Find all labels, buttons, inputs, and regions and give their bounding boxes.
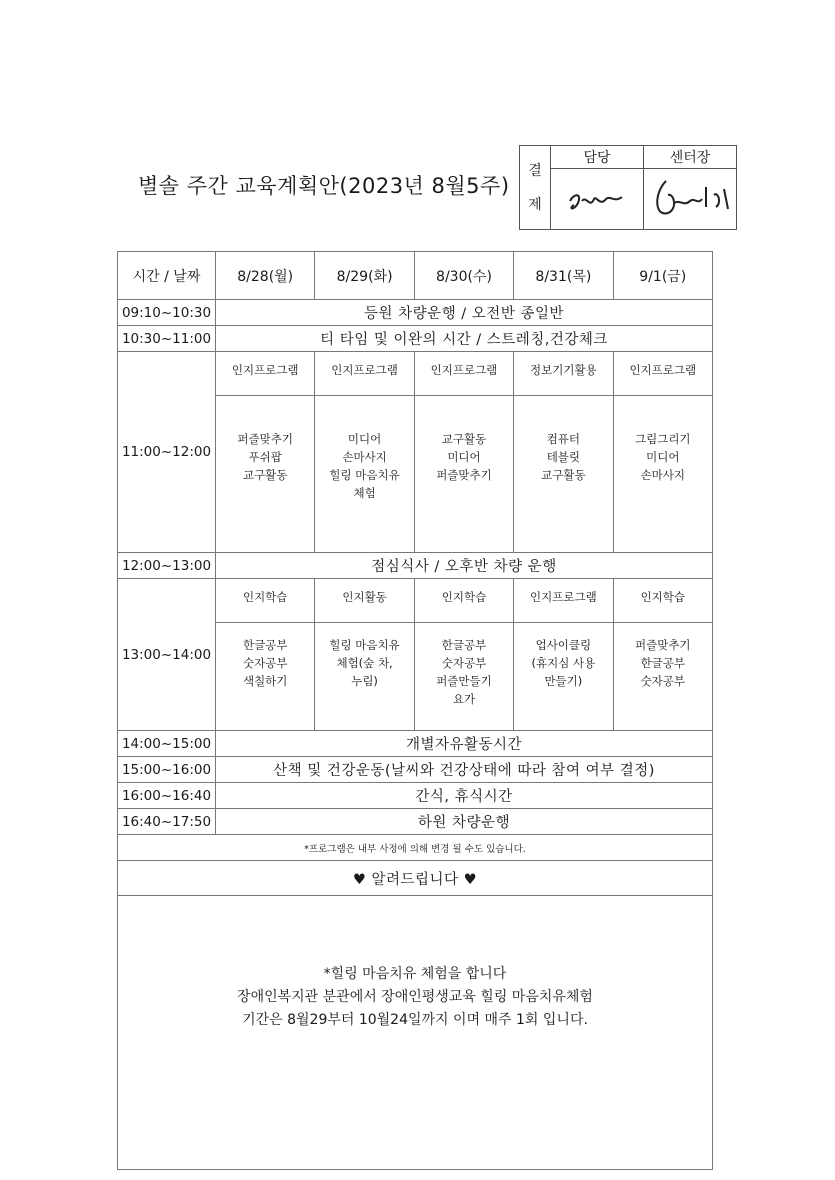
activity-merged: 등원 차량운행 / 오전반 종일반 (216, 300, 713, 326)
activities-cell: 퍼즐맞추기 푸쉬팝 교구활동 (216, 396, 315, 553)
activities-cell: 업사이클링 (휴지심 사용 만들기) (514, 623, 613, 731)
activity-merged: 간식, 휴식시간 (216, 783, 713, 809)
day-header: 8/30(수) (414, 252, 513, 300)
schedule-row (118, 326, 713, 352)
time-cell: 10:30~11:00 (118, 326, 216, 352)
category-cell: 인지프로그램 (216, 352, 315, 396)
header-row (118, 252, 713, 300)
time-cell: 14:00~15:00 (118, 731, 216, 757)
activities-cell: 컴퓨터 테블릿 교구활동 (514, 396, 613, 553)
time-cell: 15:00~16:00 (118, 757, 216, 783)
notice-body (118, 896, 713, 1170)
activities-cell: 한글공부 숫자공부 퍼즐만들기 요가 (414, 623, 513, 731)
activity-merged: 개별자유활동시간 (216, 731, 713, 757)
manager-signature (551, 169, 644, 230)
activities-cell: 한글공부 숫자공부 색칠하기 (216, 623, 315, 731)
day-header: 8/28(월) (216, 252, 315, 300)
category-cell: 인지활동 (315, 579, 414, 623)
schedule-row (118, 809, 713, 835)
program-change-note: *프로그램은 내부 사정에 의해 변경 될 수도 있습니다. (118, 835, 713, 861)
activities-cell: 퍼즐맞추기 한글공부 숫자공부 (613, 623, 712, 731)
category-cell: 인지학습 (414, 579, 513, 623)
approval-col-manager: 담당 (551, 146, 644, 169)
activities-cell: 힐링 마음치유 체험(숲 차, 누림) (315, 623, 414, 731)
approval-box (519, 145, 737, 230)
category-cell: 인지프로그램 (315, 352, 414, 396)
time-cell: 13:00~14:00 (118, 579, 216, 731)
activities-cell: 교구활동 미디어 퍼즐맞추기 (414, 396, 513, 553)
category-cell: 인지학습 (613, 579, 712, 623)
activity-merged: 하원 차량운행 (216, 809, 713, 835)
day-header: 8/31(목) (514, 252, 613, 300)
time-cell: 16:40~17:50 (118, 809, 216, 835)
schedule-row (118, 783, 713, 809)
program-note-row (118, 835, 713, 861)
activities-cell: 미디어 손마사지 힐링 마음치유 체험 (315, 396, 414, 553)
notice-line: 기간은 8월29부터 10월24일까지 이며 매주 1회 입니다. (242, 1012, 588, 1028)
notice-line: *힐링 마음치유 체험을 합니다 (323, 966, 507, 982)
weekly-plan-table (117, 251, 713, 1170)
category-cell: 정보기기활용 (514, 352, 613, 396)
schedule-row (118, 731, 713, 757)
category-cell: 인지프로그램 (613, 352, 712, 396)
category-cell: 인지프로그램 (414, 352, 513, 396)
page-title: 별솔 주간 교육계획안(2023년 8월5주) (138, 174, 510, 198)
category-row (118, 579, 713, 623)
schedule-row (118, 757, 713, 783)
approval-col-director: 센터장 (644, 146, 737, 169)
time-cell: 11:00~12:00 (118, 352, 216, 553)
notice-title: ♥ 알려드립니다 ♥ (118, 861, 713, 896)
schedule-row (118, 300, 713, 326)
activities-cell: 그림그리기 미디어 손마사지 (613, 396, 712, 553)
notice-line: 장애인복지관 분관에서 장애인평생교육 힐링 마음치유체험 (237, 989, 593, 1005)
category-cell: 인지학습 (216, 579, 315, 623)
category-cell: 인지프로그램 (514, 579, 613, 623)
time-cell: 16:00~16:40 (118, 783, 216, 809)
approval-side-label: 결 제 (520, 146, 551, 230)
notice-header-row (118, 861, 713, 896)
activity-merged: 점심식사 / 오후반 차량 운행 (216, 553, 713, 579)
activity-merged: 산책 및 건강운동(날씨와 건강상태에 따라 참여 여부 결정) (216, 757, 713, 783)
activity-merged: 티 타임 및 이완의 시간 / 스트레칭,건강체크 (216, 326, 713, 352)
director-signature (644, 169, 737, 230)
time-date-header: 시간 / 날짜 (118, 252, 216, 300)
time-cell: 09:10~10:30 (118, 300, 216, 326)
time-cell: 12:00~13:00 (118, 553, 216, 579)
day-header: 9/1(금) (613, 252, 712, 300)
day-header: 8/29(화) (315, 252, 414, 300)
category-row (118, 352, 713, 396)
notice-body-row (118, 896, 713, 1170)
schedule-row (118, 553, 713, 579)
